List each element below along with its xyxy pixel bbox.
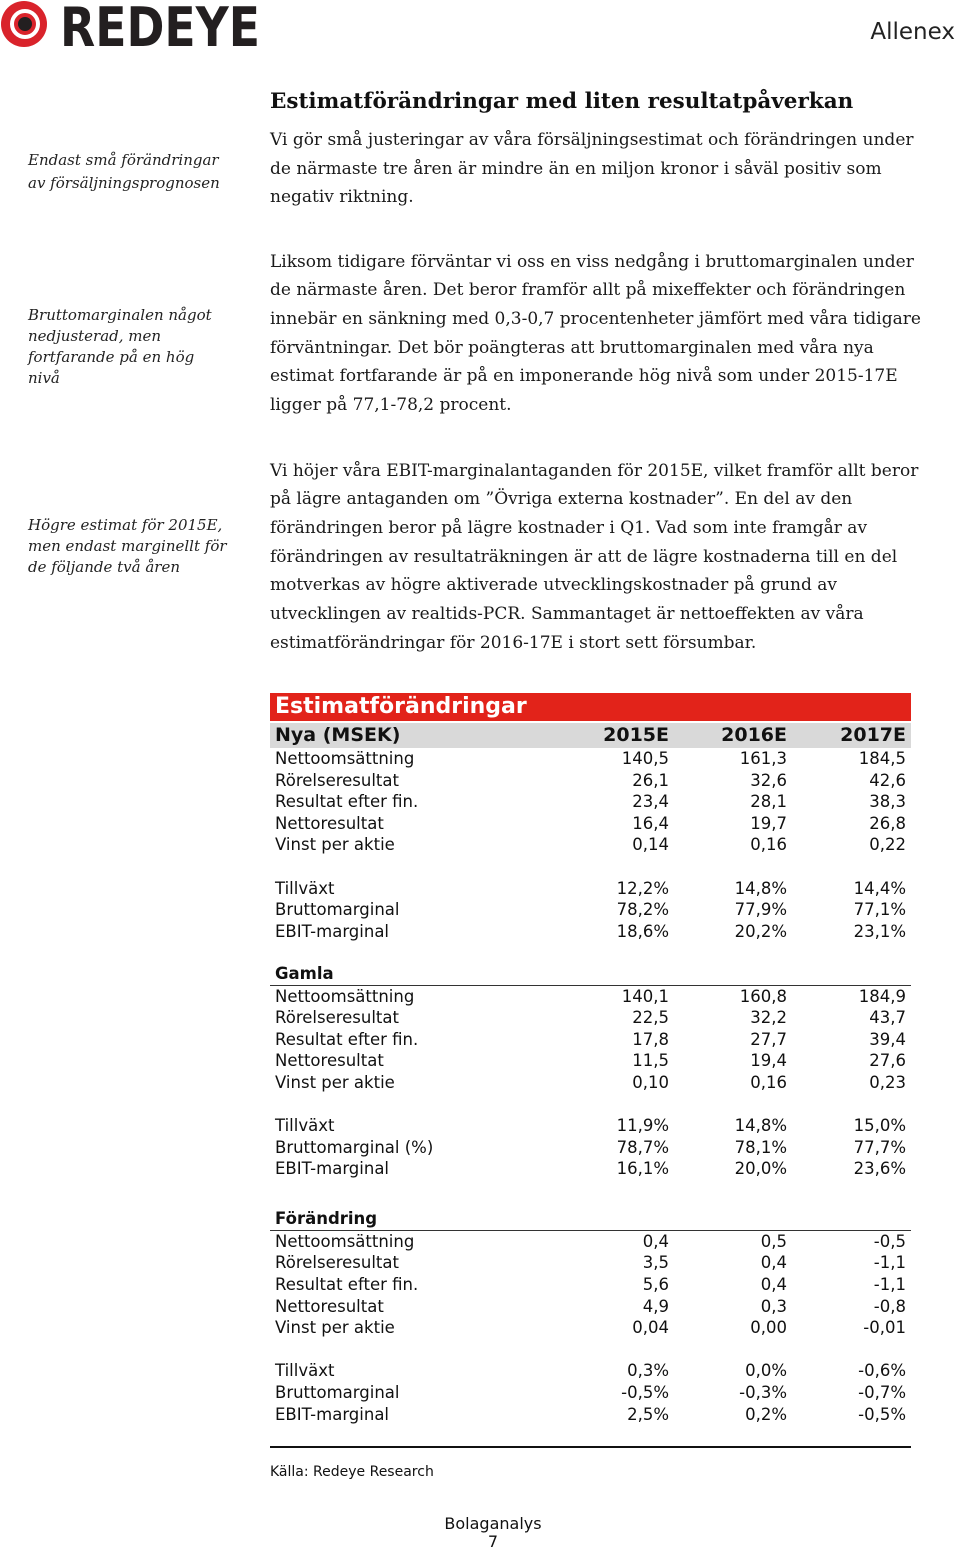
row-spacer bbox=[270, 942, 911, 964]
group-heading: Gamla bbox=[275, 964, 334, 984]
row-value: 140,5 bbox=[621, 749, 669, 768]
row-label: Rörelseresultat bbox=[275, 1008, 399, 1028]
row-label: Vinst per aktie bbox=[275, 1072, 395, 1092]
table-row bbox=[270, 921, 911, 943]
table-row bbox=[270, 791, 911, 813]
row-value: 0,4 bbox=[760, 1275, 787, 1295]
row-value: 22,5 bbox=[632, 1008, 669, 1028]
row-label: Nettoresultat bbox=[275, 813, 384, 833]
row-value: -0,7% bbox=[858, 1383, 906, 1403]
table-row bbox=[270, 1115, 911, 1137]
paragraph-line: förändringen beror på lägre kostnader i Q1. Vad som inte framgår av bbox=[270, 517, 868, 538]
row-value: 17,8 bbox=[632, 1029, 669, 1049]
sidebar-note-line: Bruttomarginalen något bbox=[28, 305, 212, 324]
group-heading-row bbox=[270, 964, 911, 986]
row-value: 0,2% bbox=[745, 1404, 787, 1424]
row-value: 184,9 bbox=[858, 986, 906, 1006]
row-value: 39,4 bbox=[869, 1029, 906, 1049]
row-value: 23,1% bbox=[853, 921, 906, 941]
sidebar-note-line: men endast marginellt för bbox=[28, 536, 227, 555]
row-value: -1,1 bbox=[873, 1275, 906, 1295]
table-header-row bbox=[270, 723, 911, 748]
row-spacer bbox=[270, 856, 911, 878]
row-label: Resultat efter fin. bbox=[275, 1029, 419, 1049]
row-spacer bbox=[270, 1180, 911, 1202]
sidebar-note-line: av försäljningsprognosen bbox=[28, 173, 220, 192]
row-value: 14,4% bbox=[853, 878, 906, 898]
table-row bbox=[270, 1382, 911, 1404]
table-row bbox=[270, 1029, 911, 1051]
table-row bbox=[270, 1158, 911, 1180]
row-label: Rörelseresultat bbox=[275, 770, 399, 790]
sidebar-note-line: nedjusterad, men bbox=[28, 326, 162, 345]
row-label: Bruttomarginal bbox=[275, 900, 400, 920]
table-row bbox=[270, 1137, 911, 1159]
sidebar-note bbox=[28, 305, 212, 389]
row-value: 2,5% bbox=[627, 1404, 669, 1424]
row-value: 11,9% bbox=[616, 1116, 669, 1136]
paragraph-line: innebär en sänkning med 0,3-0,7 procentenheter jämfört med våra tidigare bbox=[270, 308, 921, 329]
table-row bbox=[270, 1072, 911, 1094]
row-label: EBIT-marginal bbox=[275, 921, 390, 941]
paragraph-line: de närmaste tre åren är mindre än en miljon kronor i såväl positiv som bbox=[270, 158, 882, 179]
table-row bbox=[270, 1317, 911, 1339]
row-spacer bbox=[270, 1339, 911, 1361]
row-value: 4,9 bbox=[642, 1296, 669, 1316]
eye-logo-icon bbox=[1, 1, 47, 47]
paragraph-line: motverkas av högre aktiverade utvecklingskostnader på grund av bbox=[270, 575, 838, 596]
row-value: 78,1% bbox=[734, 1137, 787, 1157]
paragraph bbox=[270, 248, 921, 420]
row-label: Vinst per aktie bbox=[275, 1318, 395, 1338]
group-heading-row bbox=[270, 1201, 911, 1230]
section-heading: Estimatförändringar med liten resultatpåverkan bbox=[270, 89, 854, 114]
brand-logo bbox=[0, 0, 262, 59]
paragraph-line: estimat fortfarande är på en imponerande hög nivå som under 2015-17E bbox=[270, 366, 898, 387]
row-label: Nettoomsättning bbox=[275, 1231, 415, 1251]
table-row bbox=[270, 1360, 911, 1382]
row-value: 0,23 bbox=[869, 1072, 906, 1092]
paragraph-line: Liksom tidigare förväntar vi oss en viss nedgång i bruttomarginalen under bbox=[270, 251, 914, 272]
year-header: 2017E bbox=[840, 724, 906, 746]
row-value: 18,6% bbox=[616, 921, 669, 941]
row-label: Nettoresultat bbox=[275, 1051, 384, 1071]
row-value: 0,4 bbox=[760, 1253, 787, 1273]
row-value: 78,7% bbox=[616, 1137, 669, 1157]
table-row bbox=[270, 899, 911, 921]
estimates-table bbox=[270, 693, 911, 1425]
group-heading: Förändring bbox=[275, 1209, 378, 1229]
row-value: 19,7 bbox=[750, 813, 787, 833]
row-value: 0,04 bbox=[632, 1318, 669, 1338]
row-value: -0,5% bbox=[858, 1404, 906, 1424]
row-value: 140,1 bbox=[621, 986, 669, 1006]
sidebar-note-line: fortfarande på en hög bbox=[28, 347, 195, 366]
row-value: 43,7 bbox=[869, 1008, 906, 1028]
sidebar-note-line: nivå bbox=[28, 368, 60, 387]
table-row bbox=[270, 813, 911, 835]
row-value: 0,14 bbox=[632, 835, 669, 855]
table-row bbox=[270, 1231, 911, 1253]
row-value: -0,8 bbox=[873, 1296, 906, 1316]
row-value: 0,10 bbox=[632, 1072, 669, 1092]
row-value: 23,4 bbox=[632, 792, 669, 812]
row-value: 0,22 bbox=[869, 835, 906, 855]
table-bottom-rule bbox=[270, 1446, 911, 1448]
row-value: 16,1% bbox=[616, 1159, 669, 1179]
row-value: 161,3 bbox=[739, 749, 787, 768]
year-header: 2016E bbox=[721, 724, 787, 746]
paragraph-line: estimatförändringar för 2016-17E i stort sett försumbar. bbox=[270, 632, 757, 653]
row-value: 19,4 bbox=[750, 1051, 787, 1071]
table-row bbox=[270, 1007, 911, 1029]
row-value: 28,1 bbox=[750, 792, 787, 812]
table-row bbox=[270, 770, 911, 792]
year-header: 2015E bbox=[603, 724, 669, 746]
row-label: Tillväxt bbox=[275, 1361, 335, 1381]
row-spacer bbox=[270, 1094, 911, 1116]
table-row bbox=[270, 1050, 911, 1072]
row-value: 20,0% bbox=[734, 1159, 787, 1179]
table-row bbox=[270, 986, 911, 1008]
row-value: 0,3% bbox=[627, 1361, 669, 1381]
row-value: 38,3 bbox=[869, 792, 906, 812]
paragraph-line: utvecklingen av realtids-PCR. Sammantaget är nettoeffekten av våra bbox=[270, 604, 864, 625]
company-name: Allenex bbox=[870, 19, 955, 45]
sidebar-note bbox=[28, 149, 220, 195]
sidebar-note bbox=[28, 515, 227, 578]
sidebar-note-line: de följande två åren bbox=[28, 557, 180, 576]
row-value: 27,7 bbox=[750, 1029, 787, 1049]
row-value: 27,6 bbox=[869, 1051, 906, 1071]
row-value: -0,5 bbox=[873, 1231, 906, 1251]
table-row bbox=[270, 878, 911, 900]
row-label: Tillväxt bbox=[275, 878, 335, 898]
row-value: 77,1% bbox=[853, 900, 906, 920]
row-value: 5,6 bbox=[642, 1275, 669, 1295]
row-value: 77,7% bbox=[853, 1137, 906, 1157]
row-label: Nettoomsättning bbox=[275, 749, 415, 768]
row-label: Resultat efter fin. bbox=[275, 792, 419, 812]
row-value: 160,8 bbox=[739, 986, 787, 1006]
row-value: -1,1 bbox=[873, 1253, 906, 1273]
table-row bbox=[270, 1404, 911, 1426]
paragraph-line: Vi höjer våra EBIT-marginalantaganden för 2015E, vilket framför allt beror bbox=[270, 460, 919, 481]
row-value: -0,5% bbox=[621, 1383, 669, 1403]
paragraph-line: ligger på 77,1-78,2 procent. bbox=[270, 395, 512, 416]
row-value: 3,5 bbox=[642, 1253, 669, 1273]
row-label: Nettoomsättning bbox=[275, 986, 415, 1006]
table-row bbox=[270, 748, 911, 770]
group-heading: Nya (MSEK) bbox=[275, 724, 401, 746]
row-value: 184,5 bbox=[858, 749, 906, 768]
paragraph-line: de närmaste åren. Det beror framför allt på mixeffekter och förändringen bbox=[270, 280, 906, 301]
paragraph-line: på lägre antaganden om ”Övriga externa kostnader”. En del av den bbox=[270, 489, 853, 510]
row-value: 26,1 bbox=[632, 770, 669, 790]
row-label: EBIT-marginal bbox=[275, 1404, 390, 1424]
table-row bbox=[270, 1296, 911, 1318]
row-value: 0,4 bbox=[642, 1231, 669, 1251]
table-title: Estimatförändringar bbox=[270, 693, 911, 721]
row-value: 0,16 bbox=[750, 835, 787, 855]
paragraph bbox=[270, 126, 914, 212]
row-value: 23,6% bbox=[853, 1159, 906, 1179]
row-value: 16,4 bbox=[632, 813, 669, 833]
paragraph bbox=[270, 457, 918, 658]
row-label: EBIT-marginal bbox=[275, 1159, 390, 1179]
row-value: 14,8% bbox=[734, 878, 787, 898]
row-value: -0,6% bbox=[858, 1361, 906, 1381]
table-row bbox=[270, 834, 911, 856]
row-value: 78,2% bbox=[616, 900, 669, 920]
row-label: Bruttomarginal bbox=[275, 1383, 400, 1403]
row-value: -0,01 bbox=[863, 1318, 906, 1338]
row-label: Nettoresultat bbox=[275, 1296, 384, 1316]
source-note: Källa: Redeye Research bbox=[270, 1464, 434, 1480]
row-value: 0,0% bbox=[745, 1361, 787, 1381]
table-row bbox=[270, 1252, 911, 1274]
row-value: 12,2% bbox=[616, 878, 669, 898]
row-value: 0,00 bbox=[750, 1318, 787, 1338]
row-value: 15,0% bbox=[853, 1116, 906, 1136]
row-value: 26,8 bbox=[869, 813, 906, 833]
row-label: Vinst per aktie bbox=[275, 835, 395, 855]
footer-label: Bolaganalys bbox=[444, 1514, 542, 1533]
row-label: Bruttomarginal (%) bbox=[275, 1137, 434, 1157]
paragraph-line: negativ riktning. bbox=[270, 187, 414, 208]
row-value: 32,6 bbox=[750, 770, 787, 790]
row-label: Rörelseresultat bbox=[275, 1253, 399, 1273]
row-value: 0,5 bbox=[760, 1231, 787, 1251]
paragraph-line: förändringen av resultaträkningen är att de lägre kostnaderna till en del bbox=[270, 546, 898, 567]
brand-wordmark: REDEYE bbox=[60, 0, 260, 59]
row-label: Tillväxt bbox=[275, 1116, 335, 1136]
sidebar-note-line: Endast små förändringar bbox=[28, 150, 219, 169]
row-value: 20,2% bbox=[734, 921, 787, 941]
page-number: 7 bbox=[487, 1532, 499, 1551]
row-value: -0,3% bbox=[739, 1383, 787, 1403]
table-row bbox=[270, 1274, 911, 1296]
row-value: 42,6 bbox=[869, 770, 906, 790]
row-value: 11,5 bbox=[632, 1051, 669, 1071]
table-body bbox=[270, 748, 911, 1425]
row-value: 77,9% bbox=[734, 900, 787, 920]
paragraph-line: Vi gör små justeringar av våra försäljningsestimat och förändringen under bbox=[270, 130, 914, 150]
row-value: 0,3 bbox=[760, 1296, 787, 1316]
sidebar-note-line: Högre estimat för 2015E, bbox=[28, 515, 223, 534]
paragraph-line: förväntningar. Det bör poängteras att bruttomarginalen med våra nya bbox=[270, 337, 874, 358]
row-value: 14,8% bbox=[734, 1116, 787, 1136]
row-value: 32,2 bbox=[750, 1008, 787, 1028]
row-label: Resultat efter fin. bbox=[275, 1275, 419, 1295]
row-value: 0,16 bbox=[750, 1072, 787, 1092]
